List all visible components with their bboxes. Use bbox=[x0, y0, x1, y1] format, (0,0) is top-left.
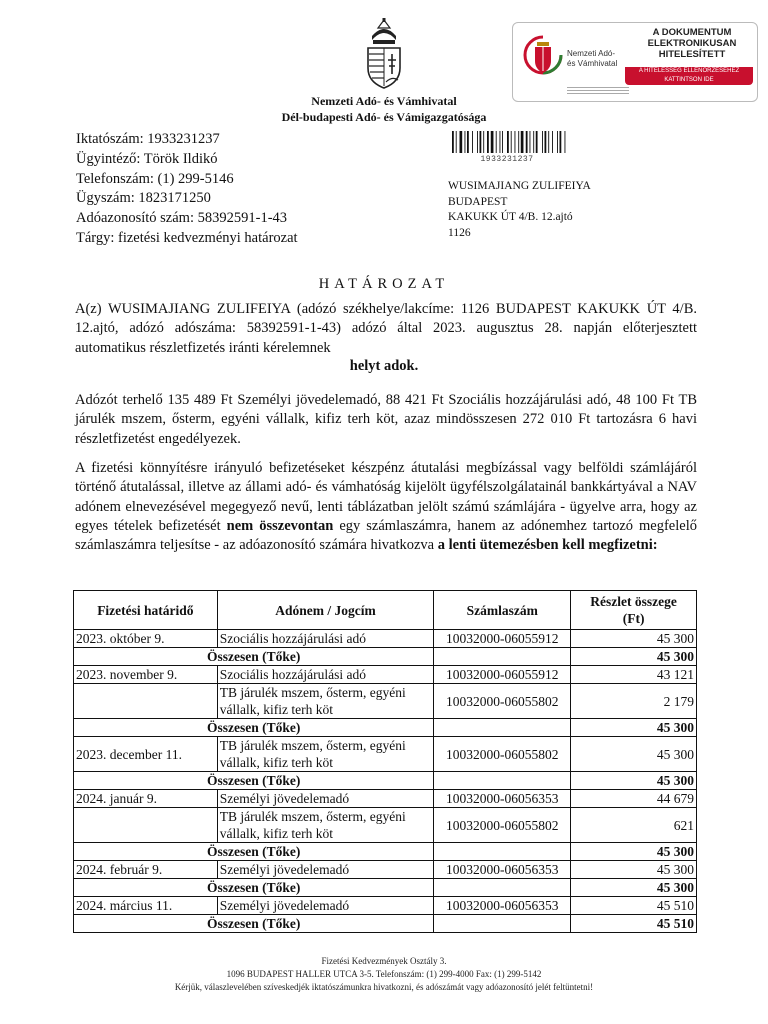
barcode-bar bbox=[542, 131, 543, 153]
case-metadata bbox=[76, 130, 298, 249]
total-amount: 45 300 bbox=[571, 772, 697, 790]
total-row bbox=[74, 915, 697, 933]
payment-schedule-table bbox=[73, 590, 697, 933]
decision-text: helyt adok. bbox=[349, 358, 419, 374]
debt-paragraph: Adózót terhelő 135 489 Ft Személyi jövedelemadó, 88 421 Ft Szociális hozzájárulási adó, 48 100 Ft TB járulék mszem, ősterm, egyéni vállalk, kifiz terh köt, azaz mindösszesen 272 010 Ft tartozásra 6 havi részletfizetést engedélyezek. bbox=[75, 392, 697, 447]
header-adonem: Adónem / Jogcím bbox=[217, 591, 434, 630]
cell-adonem: Szociális hozzájárulási adó bbox=[217, 666, 434, 684]
barcode-bar bbox=[472, 131, 473, 153]
nav-emblem-icon bbox=[521, 33, 565, 89]
ugyintezo: Ügyintéző: Török Ildikó bbox=[76, 150, 218, 167]
barcode-bar bbox=[483, 131, 484, 153]
cell-szamlaszam: 10032000-06055912 bbox=[434, 666, 571, 684]
table-row bbox=[74, 808, 697, 843]
cell-adonem: Személyi jövedelemadó bbox=[217, 897, 434, 915]
table-row bbox=[74, 897, 697, 915]
barcode-bar bbox=[545, 131, 547, 153]
barcode-bar bbox=[460, 131, 463, 153]
cell-szamlaszam: 10032000-06056353 bbox=[434, 790, 571, 808]
cell-adonem: TB járulék mszem, ősterm, egyéni vállalk, kifiz terh köt bbox=[217, 737, 434, 772]
table-row bbox=[74, 630, 697, 648]
footer-department: Fizetési Kedvezmények Osztály 3. bbox=[321, 956, 447, 966]
cell-amount: 45 300 bbox=[571, 737, 697, 772]
telefonszam: Telefonszám: (1) 299-5146 bbox=[76, 170, 234, 187]
document-title: HATÁROZAT bbox=[318, 276, 450, 292]
total-empty bbox=[434, 772, 571, 790]
barcode-bar bbox=[552, 131, 553, 153]
table-row bbox=[74, 737, 697, 772]
cell-szamlaszam: 10032000-06055802 bbox=[434, 684, 571, 719]
total-row bbox=[74, 719, 697, 737]
barcode-bar bbox=[530, 131, 531, 153]
recipient-address: WUSIMAJIANG ZULIFEIYA BUDAPEST KAKUKK ÚT 4/B. 12.ajtó 1126 bbox=[448, 180, 591, 239]
cell-szamlaszam: 10032000-06056353 bbox=[434, 897, 571, 915]
total-label: Összesen (Tőke) bbox=[74, 772, 434, 790]
stamp-fine-print bbox=[567, 85, 629, 99]
barcode-bar bbox=[502, 131, 503, 153]
table-row bbox=[74, 790, 697, 808]
cell-amount: 621 bbox=[571, 808, 697, 843]
hungarian-coat-of-arms-icon bbox=[362, 18, 406, 90]
cell-szamlaszam: 10032000-06055802 bbox=[434, 737, 571, 772]
cell-amount: 2 179 bbox=[571, 684, 697, 719]
total-label: Összesen (Tőke) bbox=[74, 879, 434, 897]
cell-adonem: Személyi jövedelemadó bbox=[217, 790, 434, 808]
cell-date: 2024. január 9. bbox=[74, 790, 218, 808]
barcode-bar bbox=[500, 131, 501, 153]
header-reszlet: Részlet összege (Ft) bbox=[571, 591, 697, 630]
cell-date: 2023. december 11. bbox=[74, 737, 218, 772]
barcode-bar bbox=[536, 131, 538, 153]
cell-date bbox=[74, 808, 218, 843]
footer-note: Kérjük, válaszlevelében szíveskedjék iktatószámunkra hivatkozni, és adószámát vagy adóazonosító jelét feltüntetni! bbox=[174, 982, 594, 992]
table-row bbox=[74, 861, 697, 879]
total-row bbox=[74, 648, 697, 666]
barcode-icon bbox=[452, 131, 602, 153]
barcode-number: 1933231237 bbox=[480, 155, 534, 164]
total-amount: 45 300 bbox=[571, 719, 697, 737]
barcode-bar bbox=[533, 131, 534, 153]
total-empty bbox=[434, 915, 571, 933]
cell-date: 2024. február 9. bbox=[74, 861, 218, 879]
payment-instructions: A fizetési könnyítésre irányuló befizetéseket készpénz átutalási megbízással vagy belföldi számlájáról történő átutalással, illetve az állami adó- és vámhatóság kijelölt ügyfélszolgálatainál bankkártyával a NAV adónem elnevezésével megegyező nevű, lenti táblázatban jelölt számú számlájára - ügyelve arra, hogy az egyes tételek befizetését nem összevontan egy számlaszámra, hanem az adónemhez tartozó megfelelő számlaszámra teljesítse - az adóazonosító számára hivatkozva a lenti ütemezésben kell megfizetni: bbox=[75, 460, 697, 554]
cell-amount: 45 300 bbox=[571, 861, 697, 879]
total-row bbox=[74, 843, 697, 861]
barcode-bar bbox=[507, 131, 509, 153]
targy: Tárgy: fizetési kedvezményi határozat bbox=[76, 229, 298, 246]
barcode-bar bbox=[456, 131, 457, 153]
adoazonosito: Adóazonosító szám: 58392591-1-43 bbox=[76, 210, 288, 227]
barcode-bar bbox=[526, 131, 528, 153]
cell-amount: 45 510 bbox=[571, 897, 697, 915]
cell-adonem: Személyi jövedelemadó bbox=[217, 861, 434, 879]
total-row bbox=[74, 772, 697, 790]
barcode-bar bbox=[518, 131, 519, 153]
total-amount: 45 510 bbox=[571, 915, 697, 933]
header-hatarido: Fizetési határidő bbox=[74, 591, 218, 630]
directorate-name: Dél-budapesti Adó- és Vámigazgatósága bbox=[281, 110, 487, 124]
intro-paragraph: A(z) WUSIMAJIANG ZULIFEIYA (adózó székhelye/lakcíme: 1126 BUDAPEST KAKUKK ÚT 4/B. 12.ajtó, adózó adószáma: 58392591-1-43) adózó által 2023. augusztus 28. napján előterjesztett automatikus részletfizetés iránti kérelemnek bbox=[75, 301, 697, 356]
cell-date: 2023. november 9. bbox=[74, 666, 218, 684]
ugyszam: Ügyszám: 1823171250 bbox=[76, 190, 211, 207]
barcode-bar bbox=[560, 131, 562, 153]
cell-date: 2023. október 9. bbox=[74, 630, 218, 648]
cell-amount: 45 300 bbox=[571, 630, 697, 648]
cell-amount: 44 679 bbox=[571, 790, 697, 808]
barcode-bar bbox=[491, 131, 494, 153]
total-label: Összesen (Tőke) bbox=[74, 915, 434, 933]
total-empty bbox=[434, 843, 571, 861]
cell-adonem: Szociális hozzájárulási adó bbox=[217, 630, 434, 648]
total-amount: 45 300 bbox=[571, 879, 697, 897]
barcode-bar bbox=[487, 131, 489, 153]
header-szamlaszam: Számlaszám bbox=[434, 591, 571, 630]
total-empty bbox=[434, 719, 571, 737]
authentication-stamp[interactable] bbox=[512, 22, 758, 102]
cell-date bbox=[74, 684, 218, 719]
barcode-bar bbox=[480, 131, 482, 153]
barcode-bar bbox=[452, 131, 454, 153]
barcode-bar bbox=[521, 131, 524, 153]
barcode-bar bbox=[467, 131, 469, 153]
total-label: Összesen (Tőke) bbox=[74, 648, 434, 666]
cell-szamlaszam: 10032000-06056353 bbox=[434, 861, 571, 879]
table-row bbox=[74, 684, 697, 719]
total-label: Összesen (Tőke) bbox=[74, 843, 434, 861]
cell-szamlaszam: 10032000-06055802 bbox=[434, 808, 571, 843]
stamp-org-name: Nemzeti Adó- és Vámhivatal bbox=[567, 49, 618, 68]
cell-szamlaszam: 10032000-06055912 bbox=[434, 630, 571, 648]
barcode-bar bbox=[511, 131, 512, 153]
cell-adonem: TB járulék mszem, ősterm, egyéni vállalk, kifiz terh köt bbox=[217, 808, 434, 843]
barcode-bar bbox=[496, 131, 497, 153]
total-empty bbox=[434, 648, 571, 666]
cell-adonem: TB járulék mszem, ősterm, egyéni vállalk, kifiz terh köt bbox=[217, 684, 434, 719]
table-row bbox=[74, 666, 697, 684]
total-row bbox=[74, 879, 697, 897]
table-header-row bbox=[74, 591, 697, 630]
agency-name: Nemzeti Adó- és Vámhivatal bbox=[311, 94, 457, 108]
barcode-bar bbox=[557, 131, 558, 153]
stamp-heading: A DOKUMENTUM ELEKTRONIKUSAN HITELESÍTETT bbox=[647, 27, 737, 60]
barcode-bar bbox=[548, 131, 549, 153]
barcode-bar bbox=[465, 131, 466, 153]
total-amount: 45 300 bbox=[571, 648, 697, 666]
footer-address: 1096 BUDAPEST HALLER UTCA 3-5. Telefonszám: (1) 299-4000 Fax: (1) 299-5142 bbox=[226, 969, 542, 979]
iktatoszam: Iktatószám: 1933231237 bbox=[76, 131, 220, 147]
barcode-bar bbox=[565, 131, 566, 153]
cell-date: 2024. március 11. bbox=[74, 897, 218, 915]
total-empty bbox=[434, 879, 571, 897]
barcode-bar bbox=[477, 131, 478, 153]
total-amount: 45 300 bbox=[571, 843, 697, 861]
verify-authenticity-link[interactable]: A HITELESSÉG ELLENŐRZÉSÉHEZ KATTINTSON IDE bbox=[625, 67, 753, 85]
total-label: Összesen (Tőke) bbox=[74, 719, 434, 737]
barcode-bar bbox=[515, 131, 516, 153]
cell-amount: 43 121 bbox=[571, 666, 697, 684]
